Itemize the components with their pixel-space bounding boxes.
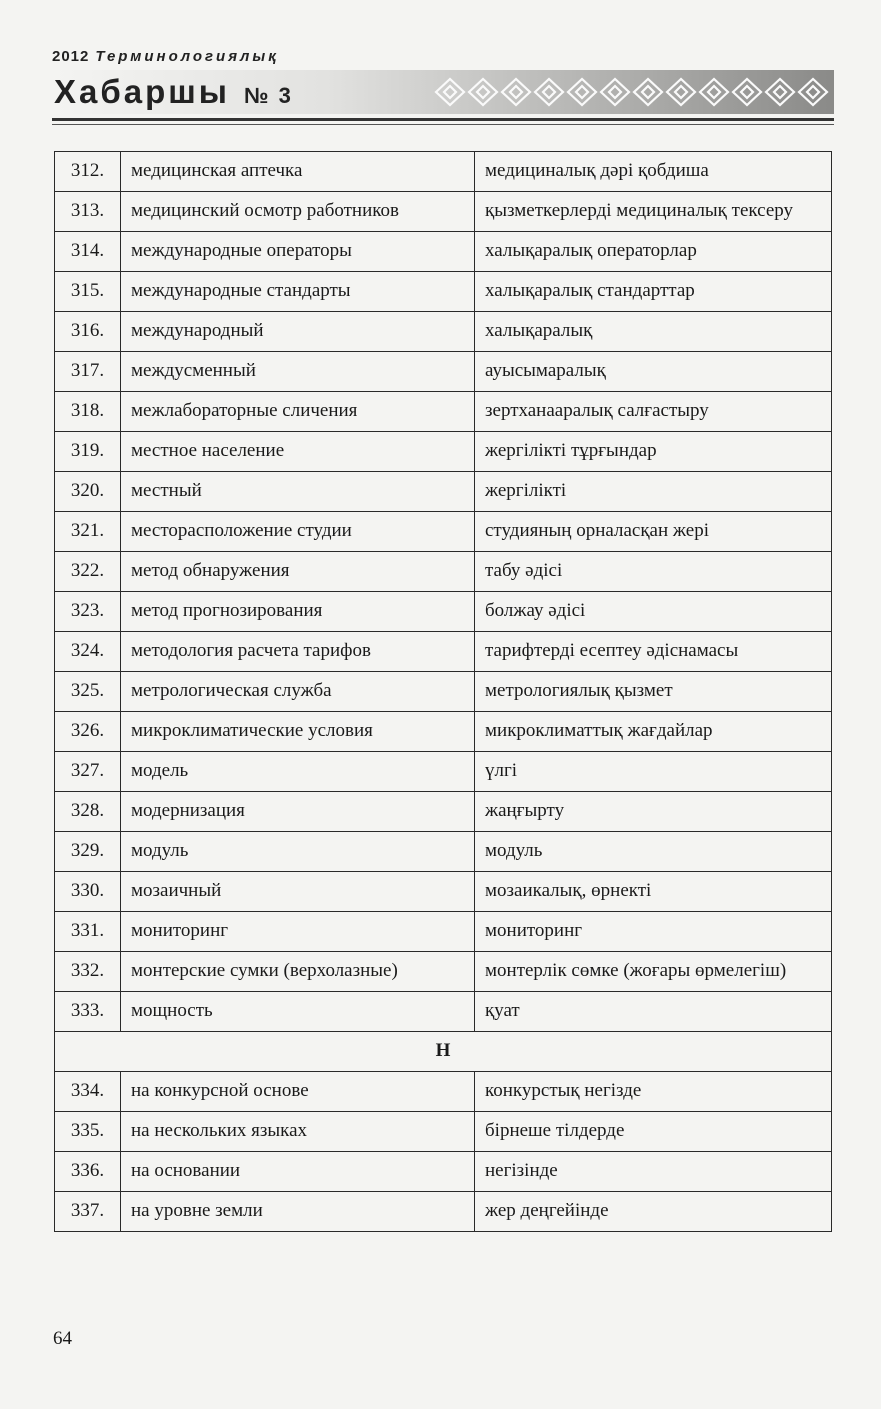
term-number: 337. — [55, 1192, 121, 1232]
terminology-table-body — [55, 152, 832, 1232]
table-row — [55, 792, 832, 832]
issue-number: № 3 — [243, 83, 293, 108]
term-kazakh: зертханааралық салғастыру — [475, 392, 832, 432]
term-number: 317. — [55, 352, 121, 392]
header-series-name: Терминологиялық — [95, 48, 279, 65]
term-russian: метрологическая служба — [121, 672, 475, 712]
term-kazakh: жергілікті тұрғындар — [475, 432, 832, 472]
journal-title: Хабаршы — [54, 73, 230, 110]
table-row — [55, 752, 832, 792]
term-kazakh: конкурстық негізде — [475, 1072, 832, 1112]
term-russian: на конкурсной основе — [121, 1072, 475, 1112]
terminology-table — [54, 151, 832, 1232]
table-row — [55, 592, 832, 632]
table-row — [55, 232, 832, 272]
table-row — [55, 1112, 832, 1152]
term-kazakh: ауысымаралық — [475, 352, 832, 392]
term-number: 332. — [55, 952, 121, 992]
term-kazakh: мониторинг — [475, 912, 832, 952]
term-russian: модель — [121, 752, 475, 792]
section-letter: Н — [55, 1032, 832, 1072]
term-number: 318. — [55, 392, 121, 432]
term-russian: мощность — [121, 992, 475, 1032]
header-rule-thin — [52, 124, 834, 125]
term-kazakh: халықаралық стандарттар — [475, 272, 832, 312]
term-russian: микроклиматические условия — [121, 712, 475, 752]
term-kazakh: табу әдісі — [475, 552, 832, 592]
table-row — [55, 872, 832, 912]
term-number: 330. — [55, 872, 121, 912]
term-number: 325. — [55, 672, 121, 712]
term-russian: местный — [121, 472, 475, 512]
term-number: 321. — [55, 512, 121, 552]
term-number: 327. — [55, 752, 121, 792]
table-row — [55, 952, 832, 992]
table-row — [55, 552, 832, 592]
table-row — [55, 272, 832, 312]
term-kazakh: жаңғырту — [475, 792, 832, 832]
term-number: 335. — [55, 1112, 121, 1152]
term-number: 323. — [55, 592, 121, 632]
term-number: 320. — [55, 472, 121, 512]
term-russian: на нескольких языках — [121, 1112, 475, 1152]
term-russian: на уровне земли — [121, 1192, 475, 1232]
term-russian: методология расчета тарифов — [121, 632, 475, 672]
term-number: 314. — [55, 232, 121, 272]
table-row — [55, 512, 832, 552]
term-russian: международные стандарты — [121, 272, 475, 312]
term-russian: метод обнаружения — [121, 552, 475, 592]
header-year: 2012 — [52, 48, 90, 65]
term-russian: международный — [121, 312, 475, 352]
term-kazakh: модуль — [475, 832, 832, 872]
term-kazakh: үлгі — [475, 752, 832, 792]
term-number: 333. — [55, 992, 121, 1032]
term-kazakh: халықаралық операторлар — [475, 232, 832, 272]
term-number: 322. — [55, 552, 121, 592]
term-kazakh: монтерлік сөмке (жоғары өрмелегіш) — [475, 952, 832, 992]
running-header — [52, 44, 834, 130]
term-russian: медицинский осмотр работников — [121, 192, 475, 232]
table-row — [55, 672, 832, 712]
term-kazakh: метрологиялық қызмет — [475, 672, 832, 712]
page-number: 64 — [53, 1328, 72, 1349]
term-russian: медицинская аптечка — [121, 152, 475, 192]
table-row — [55, 472, 832, 512]
table-row — [55, 192, 832, 232]
term-kazakh: тарифтерді есептеу әдіснамасы — [475, 632, 832, 672]
section-header-row — [55, 1032, 832, 1072]
table-row — [55, 712, 832, 752]
term-russian: метод прогнозирования — [121, 592, 475, 632]
term-number: 326. — [55, 712, 121, 752]
term-kazakh: қуат — [475, 992, 832, 1032]
term-russian: мониторинг — [121, 912, 475, 952]
table-row — [55, 912, 832, 952]
table-row — [55, 152, 832, 192]
term-kazakh: микроклиматтық жағдайлар — [475, 712, 832, 752]
term-russian: монтерские сумки (верхолазные) — [121, 952, 475, 992]
term-russian: месторасположение студии — [121, 512, 475, 552]
term-russian: междусменный — [121, 352, 475, 392]
term-russian: модернизация — [121, 792, 475, 832]
term-russian: на основании — [121, 1152, 475, 1192]
table-row — [55, 1152, 832, 1192]
term-kazakh: негізінде — [475, 1152, 832, 1192]
term-kazakh: бірнеше тілдерде — [475, 1112, 832, 1152]
term-number: 324. — [55, 632, 121, 672]
table-row — [55, 1072, 832, 1112]
table-row — [55, 1192, 832, 1232]
term-number: 336. — [55, 1152, 121, 1192]
header-rule-thick — [52, 118, 834, 121]
term-number: 319. — [55, 432, 121, 472]
table-row — [55, 832, 832, 872]
term-number: 329. — [55, 832, 121, 872]
term-number: 328. — [55, 792, 121, 832]
term-russian: межлабораторные сличения — [121, 392, 475, 432]
table-row — [55, 392, 832, 432]
term-number: 315. — [55, 272, 121, 312]
table-row — [55, 992, 832, 1032]
term-number: 312. — [55, 152, 121, 192]
term-kazakh: мозаикалық, өрнекті — [475, 872, 832, 912]
term-kazakh: студияның орналасқан жері — [475, 512, 832, 552]
term-number: 313. — [55, 192, 121, 232]
ornament-pattern-icon — [432, 74, 832, 110]
term-number: 316. — [55, 312, 121, 352]
term-number: 331. — [55, 912, 121, 952]
table-row — [55, 632, 832, 672]
term-russian: международные операторы — [121, 232, 475, 272]
header-series — [52, 48, 279, 65]
term-russian: модуль — [121, 832, 475, 872]
table-row — [55, 432, 832, 472]
term-russian: мозаичный — [121, 872, 475, 912]
term-kazakh: жергілікті — [475, 472, 832, 512]
header-title — [54, 70, 293, 118]
term-kazakh: қызметкерлерді медициналық тексеру — [475, 192, 832, 232]
table-row — [55, 352, 832, 392]
term-kazakh: жер деңгейінде — [475, 1192, 832, 1232]
term-kazakh: медициналық дәрі қобдиша — [475, 152, 832, 192]
term-kazakh: болжау әдісі — [475, 592, 832, 632]
table-row — [55, 312, 832, 352]
term-russian: местное население — [121, 432, 475, 472]
term-number: 334. — [55, 1072, 121, 1112]
term-kazakh: халықаралық — [475, 312, 832, 352]
